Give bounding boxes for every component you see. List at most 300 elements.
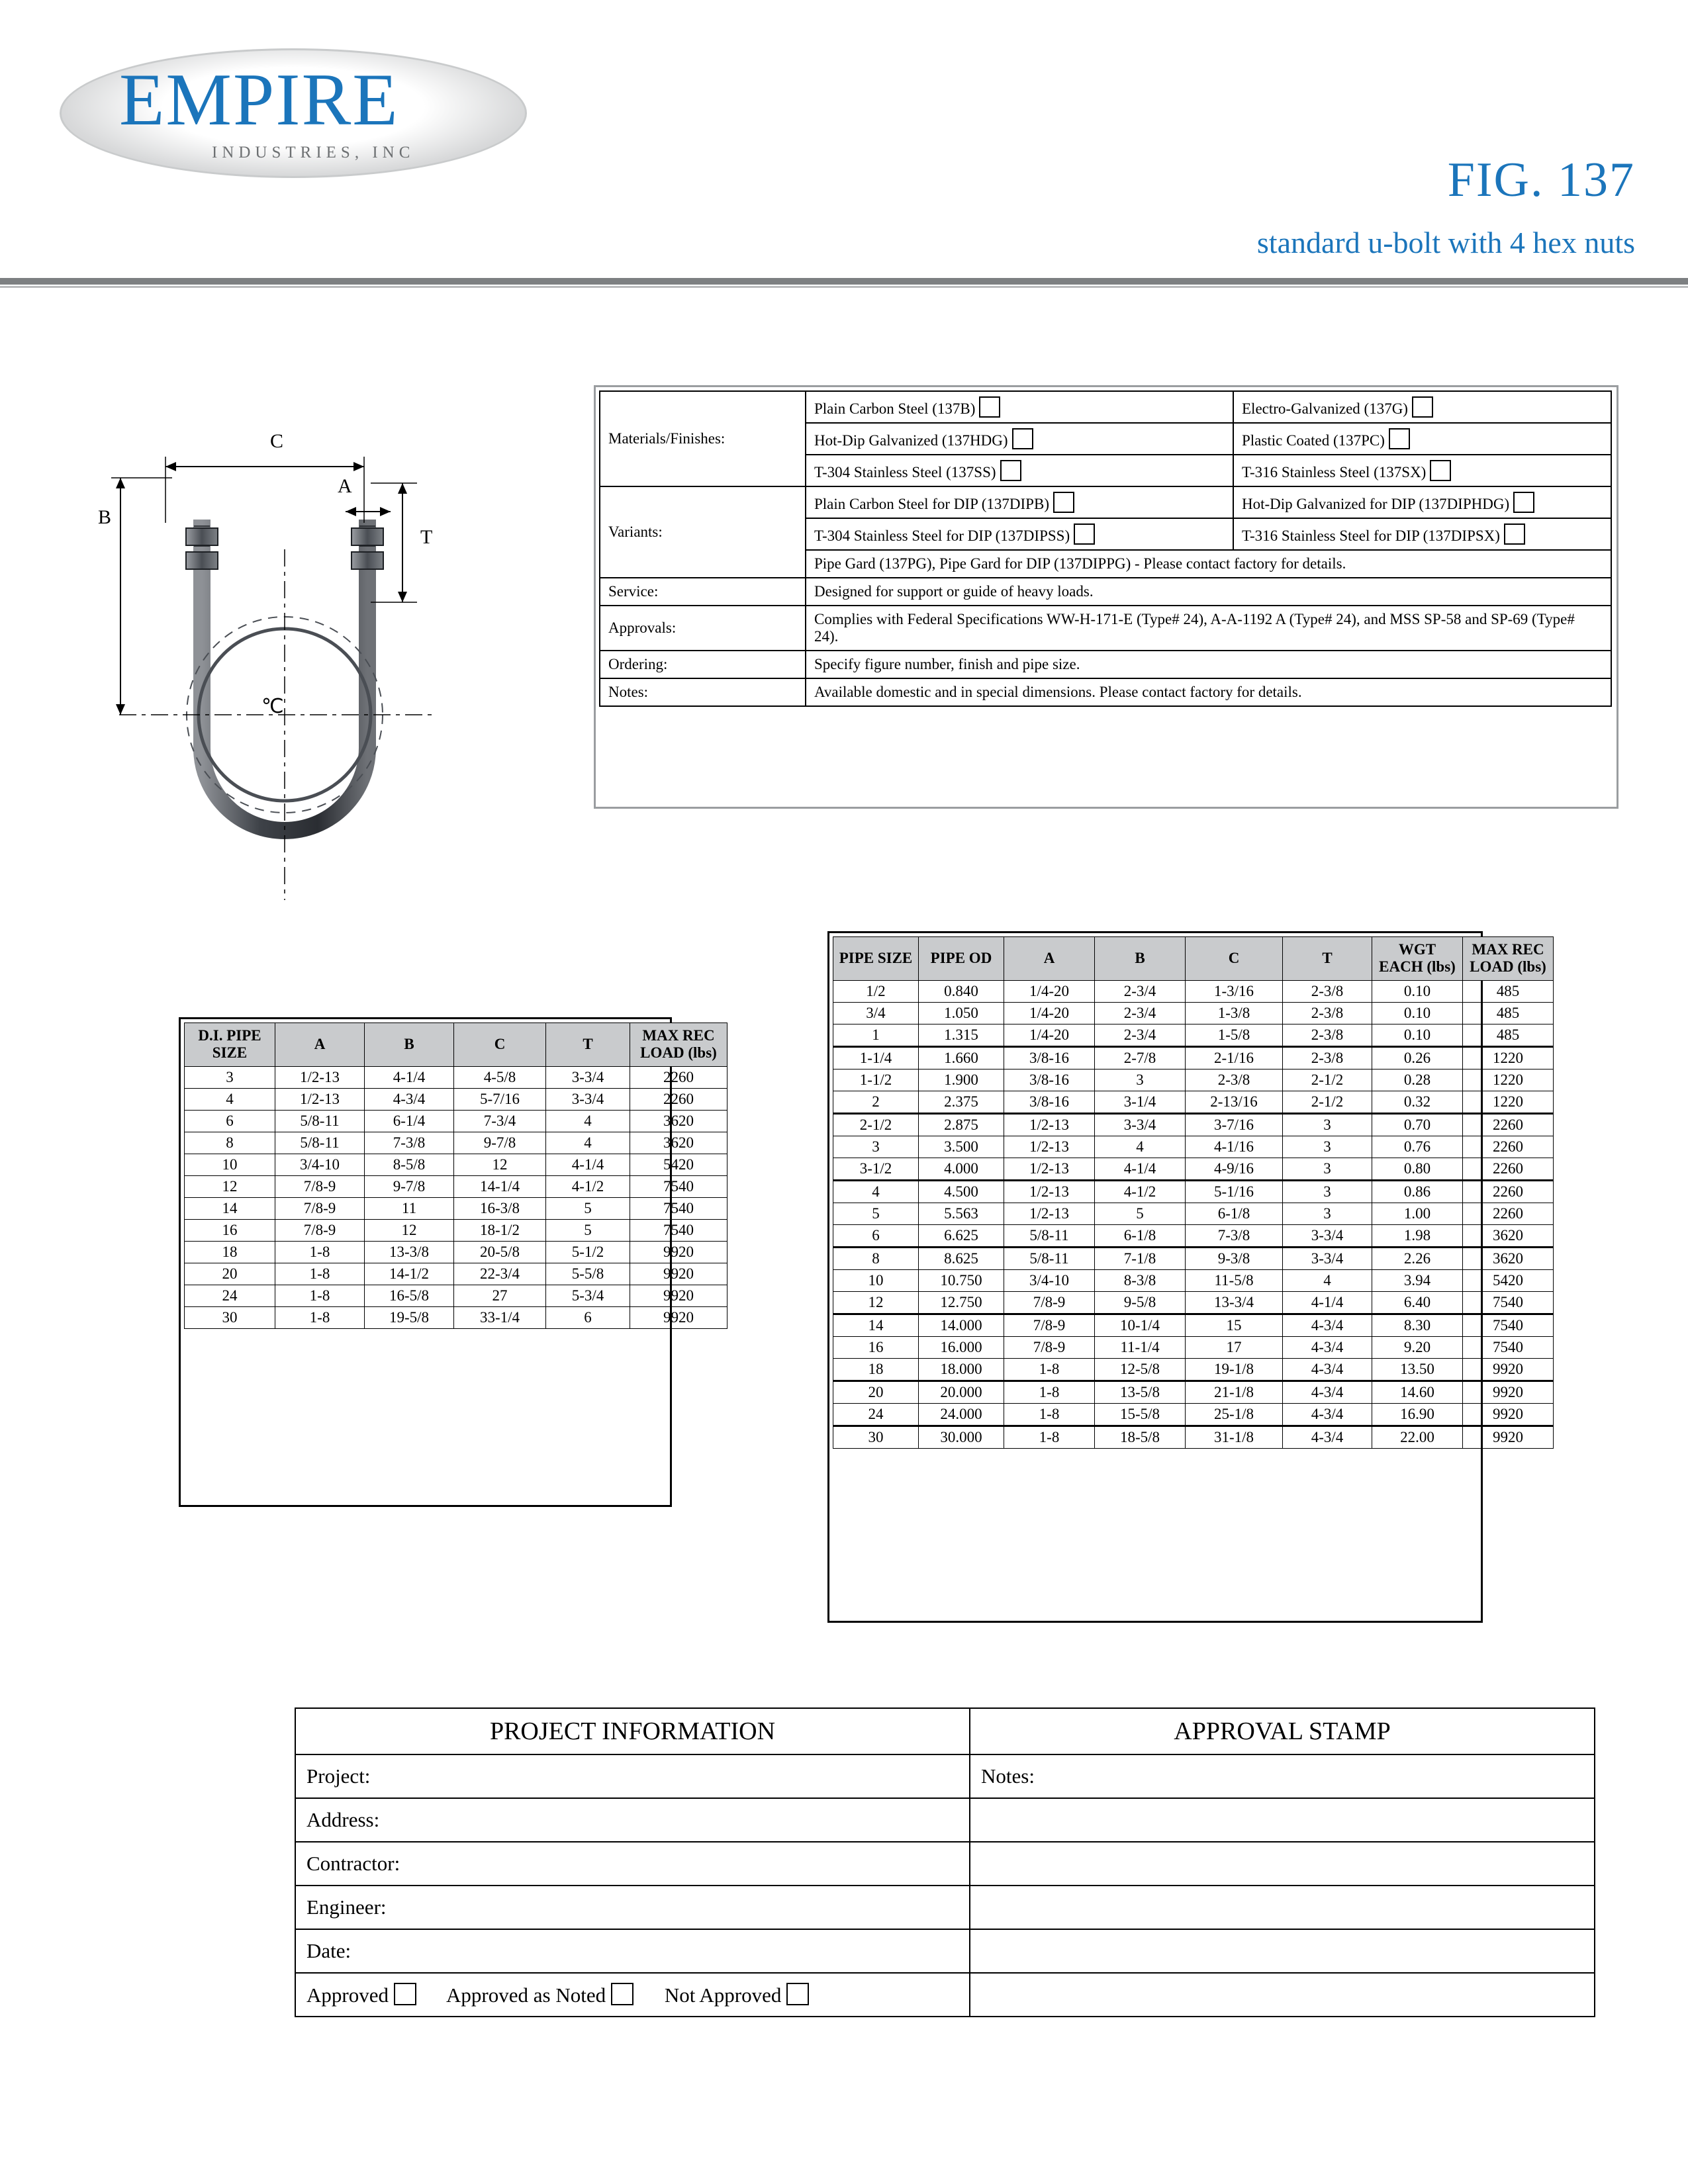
table-cell: 4: [185, 1088, 275, 1110]
table-cell: 3620: [1463, 1224, 1554, 1247]
table-cell: 1.050: [919, 1002, 1004, 1024]
table-cell: 3: [1283, 1136, 1372, 1158]
table-cell: 1-1/4: [833, 1046, 919, 1069]
table-cell: 5: [546, 1219, 630, 1241]
spec-row-notes: [600, 678, 1611, 706]
table-cell: 27: [454, 1285, 546, 1306]
table-cell: 6: [833, 1224, 919, 1247]
table-row: [833, 980, 1554, 1002]
checkbox-137dipsx[interactable]: [1504, 523, 1525, 545]
table-row: [833, 1314, 1554, 1336]
table-row: [185, 1219, 727, 1241]
spec-row-service: [600, 578, 1611, 606]
table-cell: 4-1/4: [546, 1154, 630, 1175]
table-cell: 6.40: [1372, 1291, 1463, 1314]
pipe-size-table: [833, 936, 1554, 1449]
table-cell: 3620: [630, 1132, 727, 1154]
checkbox-137ss[interactable]: [1000, 460, 1021, 481]
table-cell: 1-8: [1004, 1426, 1095, 1448]
spec-option-plain-carbon-steel: [806, 391, 1233, 423]
table-cell: 4: [546, 1132, 630, 1154]
approval-stamp-box-2[interactable]: [970, 1842, 1595, 1886]
table-cell: 3-1/4: [1095, 1091, 1186, 1113]
table-row: [833, 1091, 1554, 1113]
table-cell: 16.90: [1372, 1403, 1463, 1426]
table-cell: 5/8-11: [275, 1132, 365, 1154]
pipe-header-c: C: [1186, 937, 1283, 981]
table-cell: 14-1/4: [454, 1175, 546, 1197]
table-cell: 12: [365, 1219, 454, 1241]
approval-notes-label: Notes:: [970, 1754, 1595, 1798]
table-cell: 485: [1463, 980, 1554, 1002]
pipe-header-max-load: MAX REC LOAD (lbs): [1463, 937, 1554, 981]
table-cell: 7-3/4: [454, 1110, 546, 1132]
table-cell: 12: [833, 1291, 919, 1314]
table-cell: 12.750: [919, 1291, 1004, 1314]
spec-option-label: Hot-Dip Galvanized for DIP (137DIPHDG): [1242, 496, 1510, 512]
project-information-table: [295, 1707, 1595, 2017]
table-cell: 16: [833, 1336, 919, 1358]
table-cell: 11-1/4: [1095, 1336, 1186, 1358]
checkbox-137g[interactable]: [1412, 396, 1433, 418]
table-row: [833, 1247, 1554, 1269]
project-field-address[interactable]: Address:: [295, 1798, 970, 1842]
table-cell: 16-3/8: [454, 1197, 546, 1219]
project-row-contractor: [295, 1842, 1595, 1886]
table-cell: 2260: [1463, 1113, 1554, 1136]
table-cell: 1/4-20: [1004, 980, 1095, 1002]
table-row: [833, 1158, 1554, 1180]
table-cell: 2-3/4: [1095, 1002, 1186, 1024]
approval-stamp-box-3[interactable]: [970, 1886, 1595, 1929]
checkbox-137sx[interactable]: [1430, 460, 1451, 481]
table-cell: 13-3/4: [1186, 1291, 1283, 1314]
table-cell: 2-7/8: [1095, 1046, 1186, 1069]
checkbox-137diphdg[interactable]: [1513, 492, 1534, 513]
project-row-address: [295, 1798, 1595, 1842]
project-row-engineer: [295, 1886, 1595, 1929]
checkbox-approved-as-noted[interactable]: [611, 1983, 633, 2005]
table-cell: 30: [185, 1306, 275, 1328]
table-cell: 0.32: [1372, 1091, 1463, 1113]
spec-option-label: T-316 Stainless Steel for DIP (137DIPSX): [1242, 527, 1500, 544]
table-cell: 3/8-16: [1004, 1091, 1095, 1113]
table-row: [833, 1381, 1554, 1403]
table-cell: 9-5/8: [1095, 1291, 1186, 1314]
spec-option-t304-ss: [806, 455, 1233, 486]
table-cell: 20.000: [919, 1381, 1004, 1403]
table-cell: 485: [1463, 1002, 1554, 1024]
table-cell: 3-1/2: [833, 1158, 919, 1180]
spec-value-service: Designed for support or guide of heavy loads.: [806, 578, 1611, 606]
table-cell: 1-8: [275, 1306, 365, 1328]
table-cell: 11: [365, 1197, 454, 1219]
di-header-b: B: [365, 1023, 454, 1067]
table-cell: 4: [1095, 1136, 1186, 1158]
di-table-body: [185, 1066, 727, 1328]
di-table-header-row: [185, 1023, 727, 1067]
di-header-a: A: [275, 1023, 365, 1067]
table-cell: 4-3/4: [365, 1088, 454, 1110]
table-cell: 12: [185, 1175, 275, 1197]
table-cell: 16-5/8: [365, 1285, 454, 1306]
table-cell: 2-3/4: [1095, 1024, 1186, 1046]
spec-label-service: Service:: [600, 578, 806, 606]
table-cell: 1/2-13: [275, 1066, 365, 1088]
table-cell: 7/8-9: [275, 1219, 365, 1241]
table-cell: 16.000: [919, 1336, 1004, 1358]
spec-label-materials: Materials/Finishes:: [600, 391, 806, 486]
table-row: [185, 1285, 727, 1306]
table-cell: 3/4-10: [1004, 1269, 1095, 1291]
table-cell: 14.000: [919, 1314, 1004, 1336]
spec-row-ordering: [600, 651, 1611, 678]
approval-option-approved-label: Approved: [306, 1983, 389, 2007]
approval-stamp-box-4[interactable]: [970, 1929, 1595, 1973]
table-cell: 3-7/16: [1186, 1113, 1283, 1136]
table-cell: 1.00: [1372, 1203, 1463, 1224]
table-cell: 2-1/2: [1283, 1091, 1372, 1113]
table-cell: 5-7/16: [454, 1088, 546, 1110]
table-cell: 11-5/8: [1186, 1269, 1283, 1291]
table-cell: 4-1/2: [1095, 1180, 1186, 1203]
table-cell: 2-13/16: [1186, 1091, 1283, 1113]
table-cell: 17: [1186, 1336, 1283, 1358]
pipe-header-wgt: WGT EACH (lbs): [1372, 937, 1463, 981]
table-cell: 1.900: [919, 1069, 1004, 1091]
table-cell: 3: [833, 1136, 919, 1158]
table-cell: 9920: [1463, 1426, 1554, 1448]
spec-option-label: Plain Carbon Steel for DIP (137DIPB): [814, 496, 1049, 512]
table-cell: 1220: [1463, 1069, 1554, 1091]
table-cell: 10: [185, 1154, 275, 1175]
specifications-table: [599, 390, 1612, 707]
spec-option-label: T-304 Stainless Steel for DIP (137DIPSS): [814, 527, 1070, 544]
table-cell: 22.00: [1372, 1426, 1463, 1448]
pipe-header-t: T: [1283, 937, 1372, 981]
table-cell: 5: [546, 1197, 630, 1219]
table-cell: 9-3/8: [1186, 1247, 1283, 1269]
table-cell: 6.625: [919, 1224, 1004, 1247]
figure-subtitle: standard u-bolt with 4 hex nuts: [1256, 226, 1635, 259]
table-cell: 9920: [630, 1285, 727, 1306]
table-row: [185, 1263, 727, 1285]
table-cell: 4-1/2: [546, 1175, 630, 1197]
spec-option-label: Plain Carbon Steel (137B): [814, 400, 976, 417]
table-cell: 1/2-13: [1004, 1136, 1095, 1158]
table-cell: 18-5/8: [1095, 1426, 1186, 1448]
table-cell: 30.000: [919, 1426, 1004, 1448]
di-header-t: T: [546, 1023, 630, 1067]
checkbox-approved[interactable]: [394, 1983, 416, 2005]
checkbox-137hdg[interactable]: [1012, 428, 1033, 449]
table-cell: 3/4-10: [275, 1154, 365, 1175]
table-cell: 8: [185, 1132, 275, 1154]
spec-row-variants: [600, 486, 1611, 518]
table-row: [185, 1132, 727, 1154]
table-cell: 24.000: [919, 1403, 1004, 1426]
project-field-contractor[interactable]: Contractor:: [295, 1842, 970, 1886]
spec-value-approvals: Complies with Federal Specifications WW-H-171-E (Type# 24), A-A-1192 A (Type# 24), and MSS SP-58 and SP-69 (Type# 24).: [806, 606, 1611, 651]
table-row: [185, 1197, 727, 1219]
table-cell: 1.98: [1372, 1224, 1463, 1247]
table-cell: 12-5/8: [1095, 1358, 1186, 1381]
checkbox-137b[interactable]: [979, 396, 1000, 418]
approval-stamp-box-5[interactable]: [970, 1973, 1595, 2017]
table-row: [185, 1154, 727, 1175]
table-cell: 1-8: [275, 1285, 365, 1306]
table-cell: 31-1/8: [1186, 1426, 1283, 1448]
table-cell: 1220: [1463, 1046, 1554, 1069]
spec-variant-diphdg: [1233, 486, 1611, 518]
table-cell: 4-1/16: [1186, 1136, 1283, 1158]
table-cell: 7-1/8: [1095, 1247, 1186, 1269]
table-row: [833, 1024, 1554, 1046]
spec-option-label: T-304 Stainless Steel (137SS): [814, 464, 996, 480]
spec-value-notes: Available domestic and in special dimensions. Please contact factory for details.: [806, 678, 1611, 706]
table-cell: 15: [1186, 1314, 1283, 1336]
table-cell: 3: [1283, 1113, 1372, 1136]
table-cell: 3/4: [833, 1002, 919, 1024]
checkbox-137pc[interactable]: [1389, 428, 1410, 449]
table-cell: 8-5/8: [365, 1154, 454, 1175]
di-pipe-size-table: [184, 1023, 727, 1329]
table-row: [185, 1088, 727, 1110]
pipe-table-header-row: [833, 937, 1554, 981]
table-row: [833, 1291, 1554, 1314]
table-cell: 20: [833, 1381, 919, 1403]
approval-options: [295, 1973, 970, 2017]
table-cell: 4-3/4: [1283, 1381, 1372, 1403]
table-cell: 2-3/8: [1283, 980, 1372, 1002]
table-cell: 1: [833, 1024, 919, 1046]
table-cell: 9-7/8: [454, 1132, 546, 1154]
table-cell: 14: [833, 1314, 919, 1336]
table-row: [833, 1046, 1554, 1069]
table-cell: 18: [833, 1358, 919, 1381]
table-cell: 7540: [630, 1197, 727, 1219]
project-row-date: [295, 1929, 1595, 1973]
project-field-project[interactable]: Project:: [295, 1754, 970, 1798]
table-cell: 5/8-11: [1004, 1224, 1095, 1247]
logo-tagline: INDUSTRIES, INC: [212, 144, 415, 161]
table-cell: 2260: [1463, 1203, 1554, 1224]
table-row: [185, 1175, 727, 1197]
checkbox-not-approved[interactable]: [786, 1983, 809, 2005]
table-cell: 10: [833, 1269, 919, 1291]
table-cell: 12: [454, 1154, 546, 1175]
project-row-project: [295, 1754, 1595, 1798]
spec-option-t316-sx: [1233, 455, 1611, 486]
approval-stamp-title: APPROVAL STAMP: [970, 1708, 1595, 1754]
table-cell: 3: [1283, 1180, 1372, 1203]
table-cell: 4-3/4: [1283, 1426, 1372, 1448]
table-cell: 1-8: [1004, 1403, 1095, 1426]
table-cell: 0.840: [919, 980, 1004, 1002]
table-cell: 0.80: [1372, 1158, 1463, 1180]
table-cell: 1/2: [833, 980, 919, 1002]
table-cell: 13.50: [1372, 1358, 1463, 1381]
table-cell: 1.660: [919, 1046, 1004, 1069]
table-cell: 6-1/4: [365, 1110, 454, 1132]
spec-variant-dipsx: [1233, 518, 1611, 550]
table-cell: 2260: [1463, 1136, 1554, 1158]
table-row: [833, 1336, 1554, 1358]
table-cell: 7/8-9: [1004, 1314, 1095, 1336]
spec-label-notes: Notes:: [600, 678, 806, 706]
table-cell: 7/8-9: [1004, 1291, 1095, 1314]
table-cell: 1220: [1463, 1091, 1554, 1113]
table-cell: 2.875: [919, 1113, 1004, 1136]
header-divider: [0, 278, 1688, 285]
table-cell: 4-5/8: [454, 1066, 546, 1088]
table-cell: 4.500: [919, 1180, 1004, 1203]
table-cell: 3/8-16: [1004, 1069, 1095, 1091]
table-cell: 2-1/2: [1283, 1069, 1372, 1091]
pipe-header-b: B: [1095, 937, 1186, 981]
table-cell: 6-1/8: [1186, 1203, 1283, 1224]
table-row: [833, 1136, 1554, 1158]
table-row: [833, 1426, 1554, 1448]
spec-value-ordering: Specify figure number, finish and pipe size.: [806, 651, 1611, 678]
approval-stamp-box-1[interactable]: [970, 1798, 1595, 1842]
table-cell: 3: [1283, 1203, 1372, 1224]
table-cell: 9.20: [1372, 1336, 1463, 1358]
table-cell: 1/2-13: [1004, 1158, 1095, 1180]
spec-variant-dipss: [806, 518, 1233, 550]
table-cell: 7/8-9: [1004, 1336, 1095, 1358]
project-info-title: PROJECT INFORMATION: [295, 1708, 970, 1754]
table-cell: 1-8: [1004, 1381, 1095, 1403]
table-cell: 2-3/8: [1186, 1069, 1283, 1091]
pipe-table-body: [833, 980, 1554, 1448]
table-cell: 7/8-9: [275, 1197, 365, 1219]
table-cell: 10-1/4: [1095, 1314, 1186, 1336]
table-cell: 30: [833, 1426, 919, 1448]
dim-label-t: T: [420, 526, 433, 548]
table-cell: 19-5/8: [365, 1306, 454, 1328]
table-cell: 8-3/8: [1095, 1269, 1186, 1291]
table-row: [833, 1358, 1554, 1381]
table-cell: 485: [1463, 1024, 1554, 1046]
table-row: [833, 1203, 1554, 1224]
table-cell: 19-1/8: [1186, 1358, 1283, 1381]
table-row: [185, 1241, 727, 1263]
table-cell: 21-1/8: [1186, 1381, 1283, 1403]
table-cell: 13-3/8: [365, 1241, 454, 1263]
table-cell: 7-3/8: [1186, 1224, 1283, 1247]
table-cell: 1/4-20: [1004, 1024, 1095, 1046]
table-cell: 2.26: [1372, 1247, 1463, 1269]
product-drawing: [93, 430, 635, 927]
table-row: [185, 1306, 727, 1328]
centerline-symbol: ℃: [261, 696, 284, 717]
table-cell: 5/8-11: [275, 1110, 365, 1132]
table-cell: 24: [185, 1285, 275, 1306]
di-header-pipe-size: D.I. PIPE SIZE: [185, 1023, 275, 1067]
table-cell: 3.94: [1372, 1269, 1463, 1291]
table-cell: 5-3/4: [546, 1285, 630, 1306]
table-cell: 2260: [1463, 1180, 1554, 1203]
table-cell: 14-1/2: [365, 1263, 454, 1285]
table-cell: 3-3/4: [1283, 1224, 1372, 1247]
table-cell: 4-1/4: [1095, 1158, 1186, 1180]
spec-row-approvals: [600, 606, 1611, 651]
table-cell: 1-8: [1004, 1358, 1095, 1381]
table-cell: 25-1/8: [1186, 1403, 1283, 1426]
table-cell: 5/8-11: [1004, 1247, 1095, 1269]
dim-label-b: B: [98, 506, 112, 528]
table-cell: 1-8: [275, 1241, 365, 1263]
table-cell: 6-1/8: [1095, 1224, 1186, 1247]
table-cell: 5: [1095, 1203, 1186, 1224]
table-cell: 4-1/4: [365, 1066, 454, 1088]
table-cell: 18: [185, 1241, 275, 1263]
table-cell: 9920: [630, 1306, 727, 1328]
table-cell: 5: [833, 1203, 919, 1224]
table-cell: 0.10: [1372, 1002, 1463, 1024]
table-cell: 9920: [1463, 1381, 1554, 1403]
table-cell: 2260: [630, 1088, 727, 1110]
table-cell: 0.28: [1372, 1069, 1463, 1091]
table-cell: 20-5/8: [454, 1241, 546, 1263]
project-field-engineer[interactable]: Engineer:: [295, 1886, 970, 1929]
spec-option-label: Electro-Galvanized (137G): [1242, 400, 1408, 417]
table-cell: 0.76: [1372, 1136, 1463, 1158]
table-cell: 14.60: [1372, 1381, 1463, 1403]
table-cell: 3620: [1463, 1247, 1554, 1269]
project-field-date[interactable]: Date:: [295, 1929, 970, 1973]
table-cell: 2260: [1463, 1158, 1554, 1180]
checkbox-137dipb[interactable]: [1053, 492, 1074, 513]
table-cell: 3-3/4: [546, 1066, 630, 1088]
table-cell: 6: [546, 1306, 630, 1328]
approval-option-as-noted-label: Approved as Noted: [446, 1983, 606, 2007]
table-cell: 7540: [630, 1175, 727, 1197]
table-cell: 5420: [1463, 1269, 1554, 1291]
table-cell: 18-1/2: [454, 1219, 546, 1241]
table-cell: 7540: [1463, 1314, 1554, 1336]
table-cell: 4: [1283, 1269, 1372, 1291]
table-cell: 2-1/2: [833, 1113, 919, 1136]
table-cell: 2-3/4: [1095, 980, 1186, 1002]
table-cell: 0.26: [1372, 1046, 1463, 1069]
spec-label-variants: Variants:: [600, 486, 806, 578]
company-logo: [60, 36, 549, 189]
logo-wordmark: EMPIRE: [119, 59, 399, 141]
table-cell: 13-5/8: [1095, 1381, 1186, 1403]
table-cell: 1-8: [275, 1263, 365, 1285]
spec-option-plastic-coated: [1233, 423, 1611, 455]
di-header-max-load: MAX REC LOAD (lbs): [630, 1023, 727, 1067]
table-cell: 8: [833, 1247, 919, 1269]
table-cell: 1-5/8: [1186, 1024, 1283, 1046]
table-cell: 7540: [630, 1219, 727, 1241]
table-cell: 3: [1095, 1069, 1186, 1091]
table-cell: 7-3/8: [365, 1132, 454, 1154]
dim-label-a: A: [338, 475, 352, 497]
table-cell: 7540: [1463, 1291, 1554, 1314]
table-cell: 0.86: [1372, 1180, 1463, 1203]
table-cell: 5420: [630, 1154, 727, 1175]
table-cell: 4-1/4: [1283, 1291, 1372, 1314]
table-cell: 33-1/4: [454, 1306, 546, 1328]
table-cell: 7/8-9: [275, 1175, 365, 1197]
checkbox-137dipss[interactable]: [1074, 523, 1095, 545]
table-row: [833, 1224, 1554, 1247]
table-cell: 7540: [1463, 1336, 1554, 1358]
table-cell: 3: [1283, 1158, 1372, 1180]
